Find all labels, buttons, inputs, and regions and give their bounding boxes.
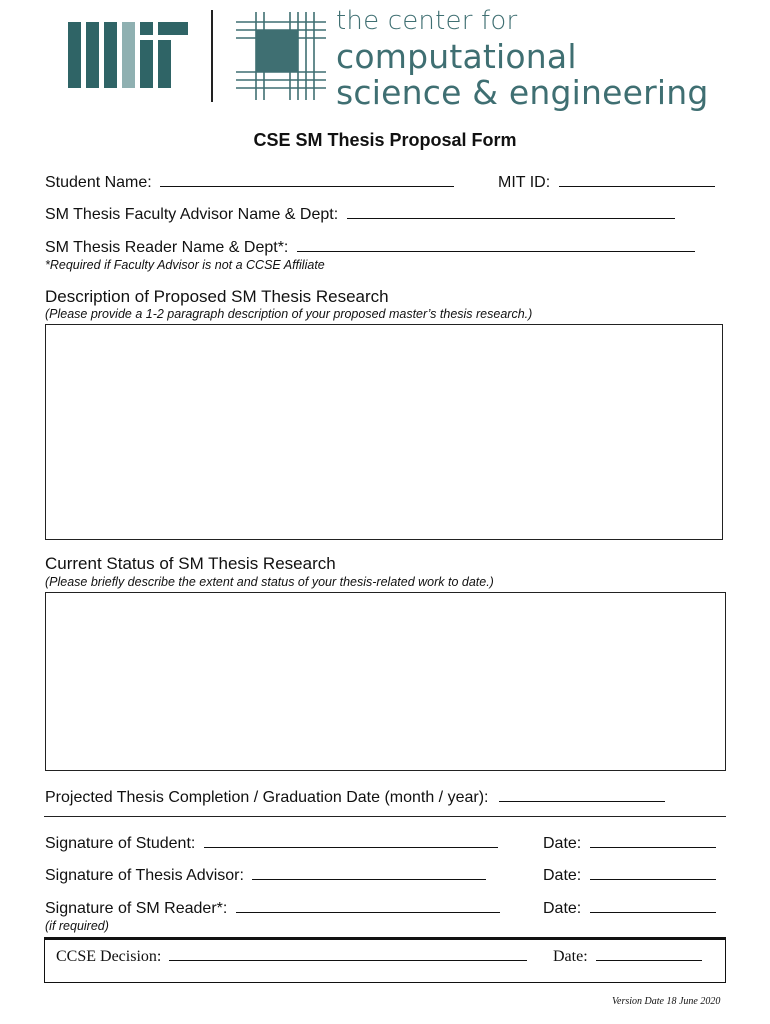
- advisor-signature-field[interactable]: [252, 865, 486, 880]
- student-date-label: Date:: [543, 835, 582, 852]
- completion-label: Projected Thesis Completion / Graduation Date (month / year):: [45, 789, 489, 806]
- mit-id-row: [498, 172, 715, 192]
- student-signature-field[interactable]: [204, 833, 498, 848]
- reader-signature-field[interactable]: [236, 898, 500, 913]
- status-textarea[interactable]: [45, 592, 726, 771]
- cce-grid-logo: [236, 10, 328, 102]
- reader-signature-label: Signature of SM Reader*:: [45, 900, 228, 917]
- reader-date-label: Date:: [543, 900, 582, 917]
- student-date-row: [543, 833, 716, 853]
- form-title: CSE SM Thesis Proposal Form: [253, 130, 517, 150]
- ccse-date-label: Date:: [553, 948, 588, 965]
- ccse-date-row: [553, 946, 702, 966]
- description-instruction: (Please provide a 1-2 paragraph description of your proposed master’s thesis research.): [45, 307, 533, 321]
- status-heading: Current Status of SM Thesis Research: [45, 554, 336, 573]
- reader-label: SM Thesis Reader Name & Dept*:: [45, 239, 289, 256]
- advisor-label: SM Thesis Faculty Advisor Name & Dept:: [45, 206, 339, 223]
- ccse-decision-label: CCSE Decision:: [56, 948, 162, 965]
- status-instruction: (Please briefly describe the extent and status of your thesis-related work to date.): [45, 575, 494, 589]
- student-date-field[interactable]: [590, 833, 716, 848]
- advisor-row: [45, 204, 675, 224]
- ccse-date-field[interactable]: [596, 946, 702, 961]
- mit-id-field[interactable]: [559, 172, 715, 187]
- version-date: Version Date 18 June 2020: [612, 996, 721, 1007]
- if-required-note: (if required): [45, 919, 109, 933]
- student-name-row: [45, 172, 454, 192]
- ccse-decision-row: [56, 946, 527, 966]
- completion-row: [45, 787, 665, 807]
- student-signature-row: [45, 833, 498, 853]
- signature-divider: [44, 816, 726, 817]
- completion-date-field[interactable]: [499, 787, 665, 802]
- logo-text-line2: computational: [336, 37, 577, 76]
- logo-text-line3: science & engineering: [336, 73, 709, 112]
- ccse-decision-field[interactable]: [169, 946, 527, 961]
- logo-divider: [211, 10, 213, 102]
- description-heading: Description of Proposed SM Thesis Research: [45, 287, 389, 306]
- reader-field[interactable]: [297, 237, 695, 252]
- advisor-field[interactable]: [347, 204, 675, 219]
- student-name-label: Student Name:: [45, 174, 152, 191]
- reader-date-field[interactable]: [590, 898, 716, 913]
- student-name-field[interactable]: [160, 172, 454, 187]
- advisor-signature-row: [45, 865, 486, 885]
- advisor-signature-label: Signature of Thesis Advisor:: [45, 867, 244, 884]
- reader-note: *Required if Faculty Advisor is not a CCSE Affiliate: [45, 258, 325, 272]
- mit-logo: [68, 22, 188, 90]
- advisor-date-field[interactable]: [590, 865, 716, 880]
- student-signature-label: Signature of Student:: [45, 835, 196, 852]
- logo-text-line1: the center for: [336, 6, 518, 36]
- description-textarea[interactable]: [45, 324, 723, 540]
- advisor-date-row: [543, 865, 716, 885]
- advisor-date-label: Date:: [543, 867, 582, 884]
- reader-row: [45, 237, 695, 257]
- reader-date-row: [543, 898, 716, 918]
- reader-signature-row: [45, 898, 500, 918]
- mit-id-label: MIT ID:: [498, 174, 551, 191]
